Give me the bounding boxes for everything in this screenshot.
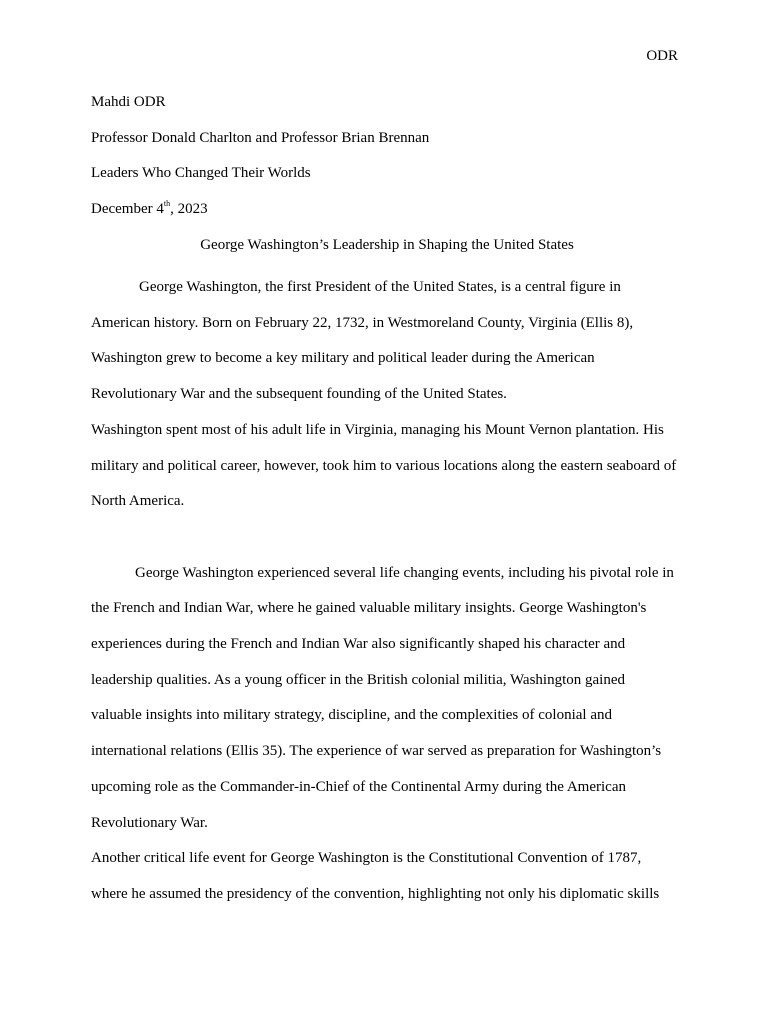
author-name: Mahdi ODR (91, 94, 166, 110)
course-name: Leaders Who Changed Their Worlds (91, 165, 311, 182)
essay-title: George Washington’s Leadership in Shaping the United States (200, 236, 574, 253)
essay-body (91, 270, 679, 913)
paragraph-intro: George Washington, the first President of the United States, is a central figure in American history. Born on February 22, 1732, in Westmoreland County, Virginia (Ellis 8), Washington grew to become a key military and political leader during the American Revolutionary War and the subsequent founding of the United States. (91, 279, 634, 403)
blank-line (91, 520, 679, 556)
mla-heading (91, 92, 679, 270)
date-suffix: , 2023 (170, 201, 208, 218)
paragraph-french-indian-war: George Washington experienced several life changing events, including his pivotal role in the French and Indian War, where he gained valuable military insights. George Washington's experiences during the French and Indian War also significantly shaped his character and leadership qualities. As a young officer in the British colonial militia, Washington gained valuable insights into military strategy, discipline, and the complexities of colonial and international relations (Ellis 35). The experience of war served as preparation for Washington’s upcoming role as the Commander-in-Chief of the Continental Army during the American Revolutionary War. (91, 564, 674, 831)
paragraph-residence: Washington spent most of his adult life in Virginia, managing his Mount Vernon plantation. His military and political career, however, took him to various locations along the eastern seaboard of North America. (91, 421, 677, 510)
date-line (91, 199, 679, 235)
professor-names: Professor Donald Charlton and Professor Brian Brennan (91, 129, 430, 146)
date-ordinal: th (163, 199, 171, 209)
date-prefix: December 4 (91, 201, 164, 218)
running-head: ODR (646, 48, 678, 64)
paragraph-constitutional-convention: Another critical life event for George Washington is the Constitutional Convention of 1787, where he assumed the presidency of the convention, highlighting not only his diplomatic skills (91, 850, 660, 902)
